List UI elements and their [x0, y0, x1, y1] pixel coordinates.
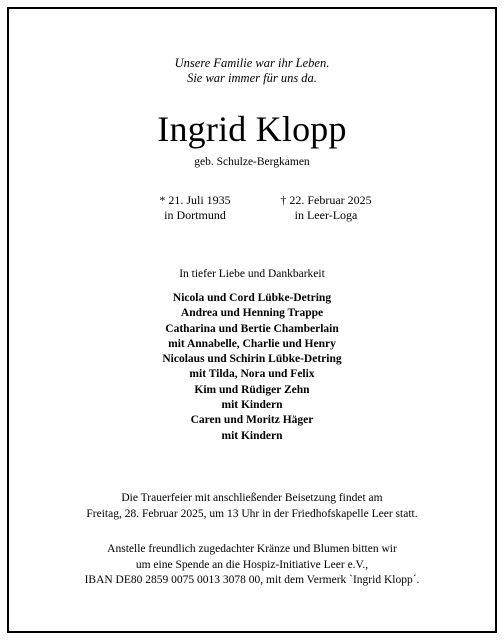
death-info	[262, 193, 390, 223]
mourner-line: Catharina und Bertie Chamberlain	[165, 322, 339, 335]
mourner-line: mit Tilda, Nora und Felix	[189, 368, 315, 381]
mourner-line: Nicola und Cord Lübke-Detring	[172, 292, 332, 304]
donation-notice-line-3: IBAN DE80 2859 0075 0013 3078 00, mit dem Vermerk `Ingrid Klopp´.	[84, 574, 420, 586]
dedication: In tiefer Liebe und Dankbarkeit	[179, 268, 325, 280]
mourner-line: mit Kindern	[221, 429, 283, 442]
death-date: † 22. Februar 2025	[280, 193, 372, 207]
birth-name: geb. Schulze-Bergkamen	[194, 156, 310, 168]
mourner-line: mit Kindern	[221, 399, 283, 412]
mourner-line: Andrea und Henning Trappe	[180, 307, 324, 320]
birth-place: in Dortmund	[164, 208, 226, 222]
donation-notice-line-2: um eine Spende an die Hospiz-Initiative Leer e.V.,	[135, 558, 369, 571]
motto-line-1: Unsere Familie war ihr Leben.	[174, 56, 330, 70]
mourner-line: Nicolaus und Schirin Lübke-Detring	[162, 353, 342, 366]
birth-date: * 21. Juli 1935	[159, 193, 231, 207]
death-place: in Leer-Loga	[294, 208, 358, 222]
motto	[0, 56, 504, 86]
mourner-line: mit Annabelle, Charlie und Henry	[168, 337, 336, 350]
mourner-line: Caren und Moritz Häger	[190, 414, 314, 427]
mourners-list	[0, 291, 504, 444]
funeral-notice	[0, 491, 504, 522]
funeral-notice-line-1: Die Trauerfeier mit anschließender Beisetzung findet am	[121, 492, 383, 504]
deceased-name: Ingrid Klopp	[157, 109, 347, 149]
donation-notice-line-1: Anstelle freundlich zugedachter Kränze und Blumen bitten wir	[107, 543, 397, 555]
funeral-notice-line-2: Freitag, 28. Februar 2025, um 13 Uhr in der Friedhofskapelle Leer statt.	[86, 507, 418, 520]
donation-notice	[0, 542, 504, 589]
mourner-line: Kim und Rüdiger Zehn	[194, 383, 310, 396]
birth-info	[138, 193, 252, 223]
motto-line-2: Sie war immer für uns da.	[187, 71, 317, 85]
